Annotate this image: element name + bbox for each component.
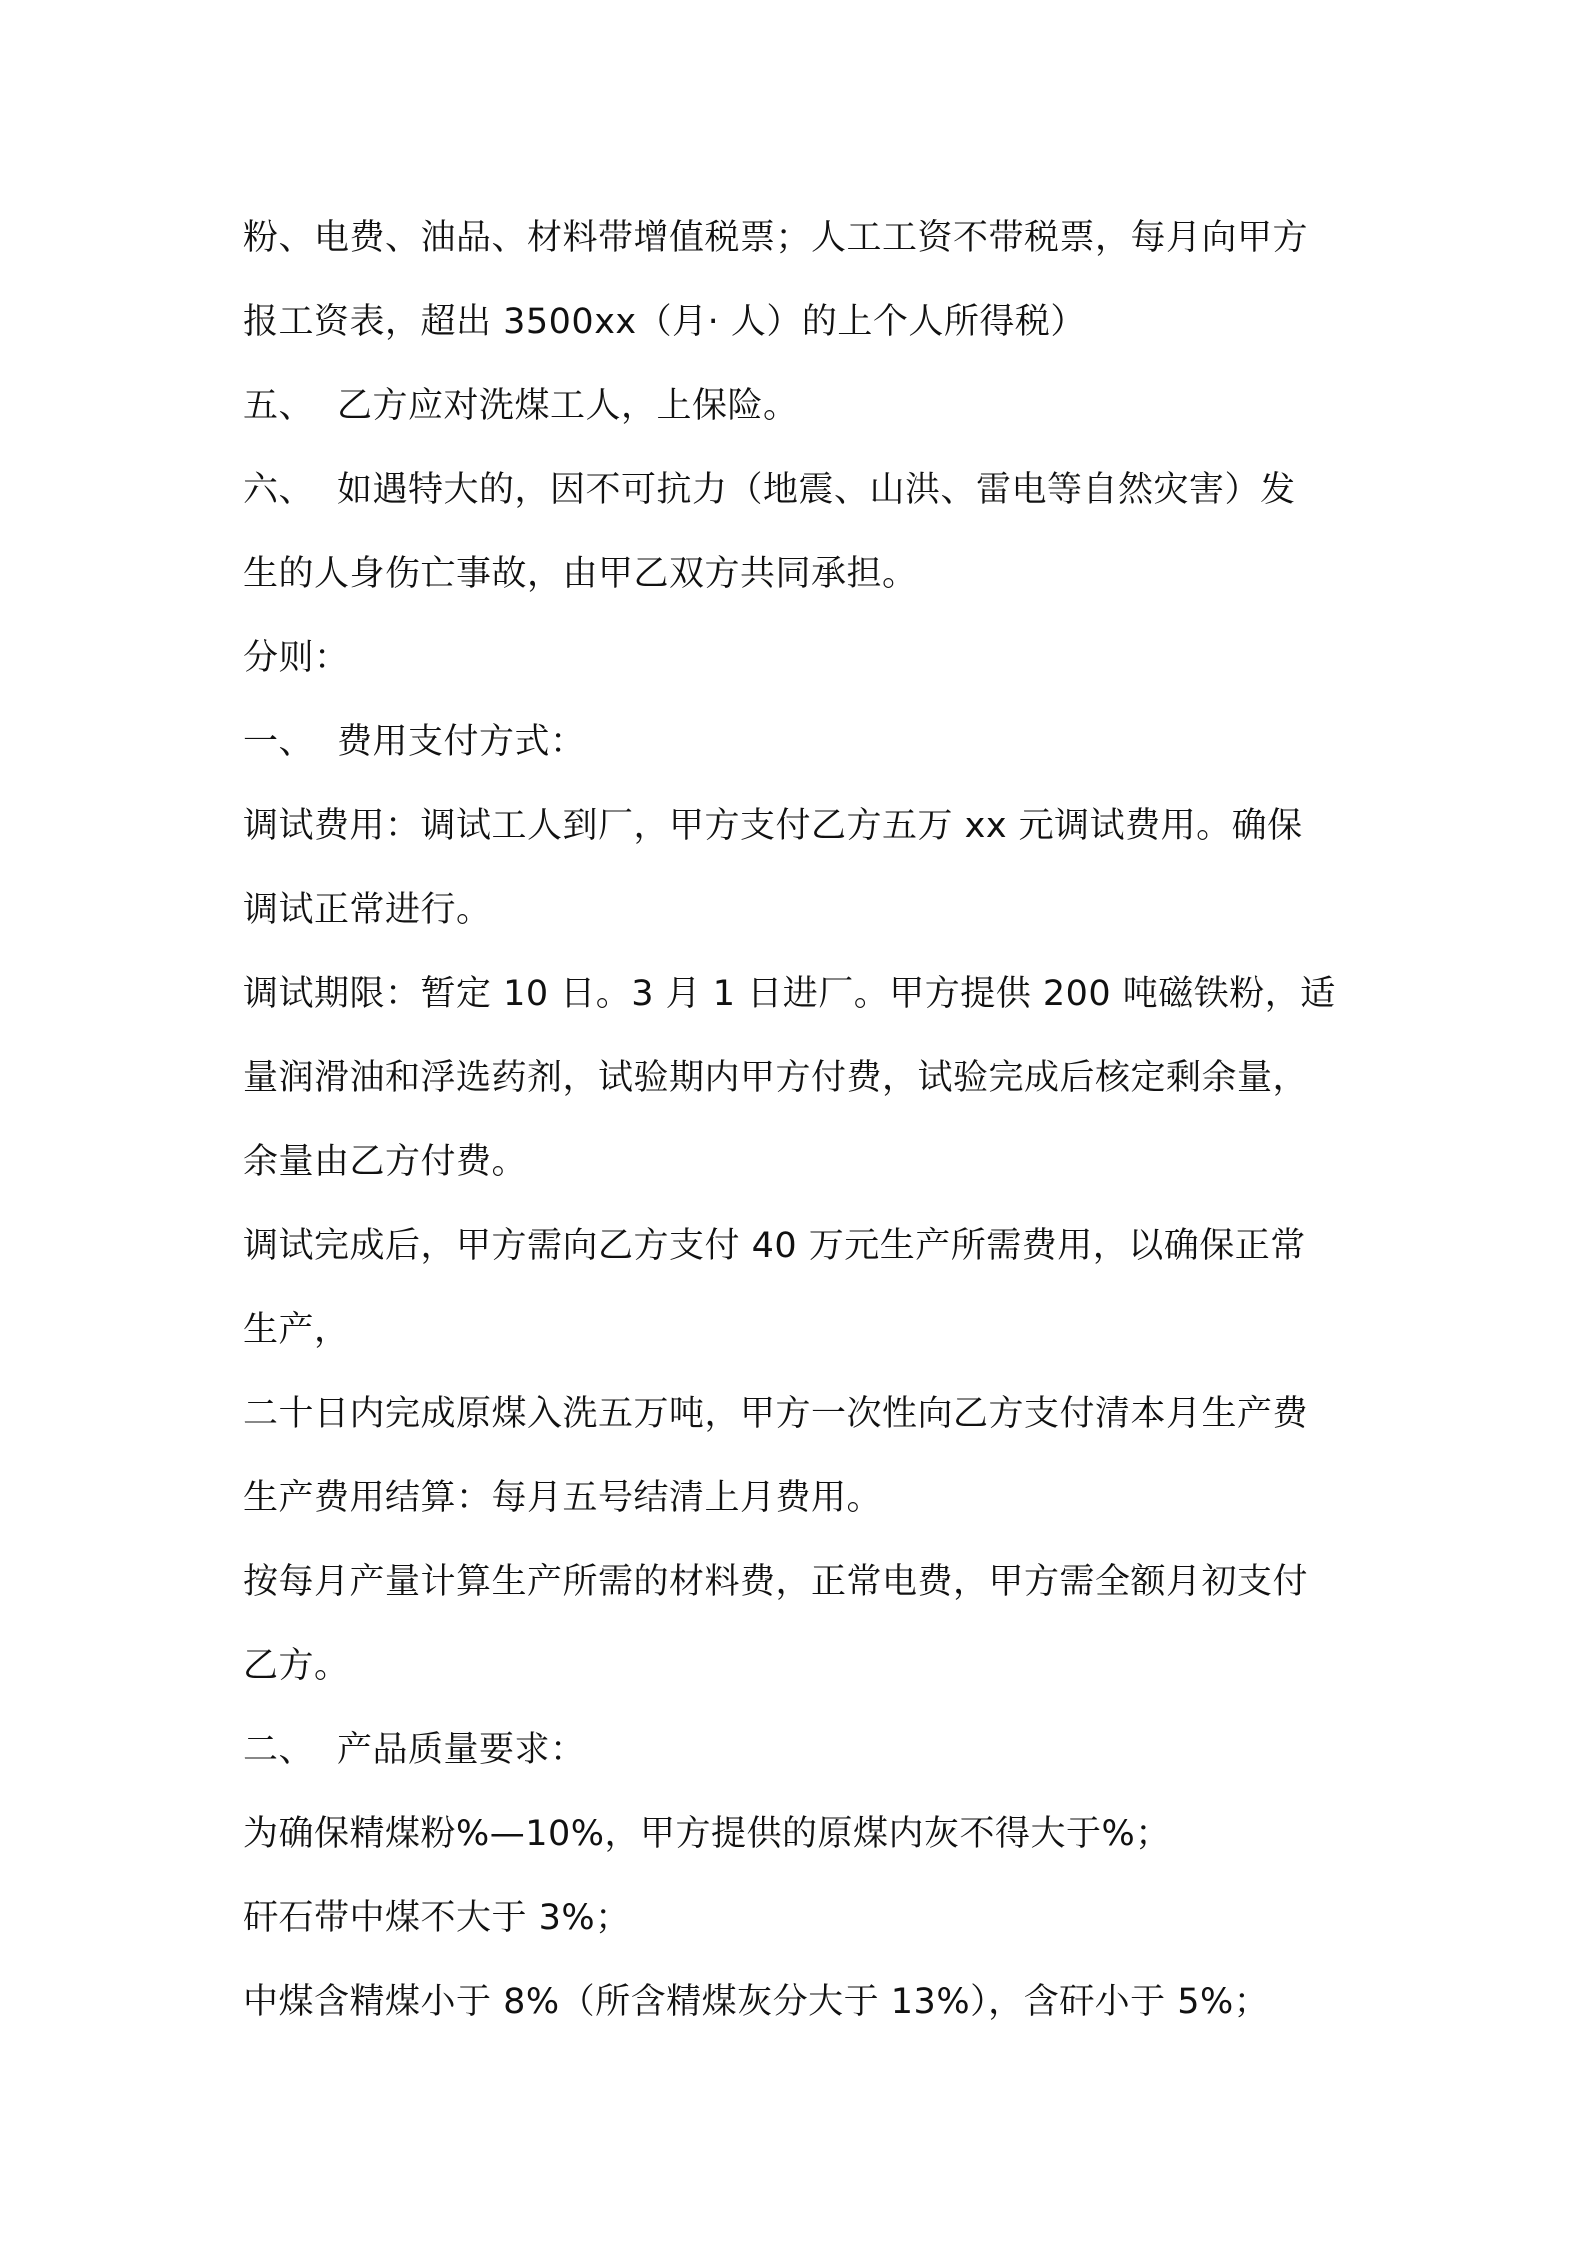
paragraph-line: 生产费用结算：每月五号结清上月费用。 (243, 1478, 883, 1518)
paragraph-line: 矸石带中煤不大于 3%； (243, 1898, 631, 1938)
clause-number: 六、 (243, 470, 315, 510)
clause-text: 费用支付方式： (337, 722, 586, 762)
paragraph-line: 量润滑油和浮选药剂，试验期内甲方付费，试验完成后核定剩余量， (243, 1058, 1309, 1098)
paragraph-line: 余量由乙方付费。 (243, 1142, 528, 1182)
paragraph-line: 调试完成后，甲方需向乙方支付 40 万元生产所需费用，以确保正常 (243, 1226, 1306, 1266)
clause-text: 乙方应对洗煤工人，上保险。 (337, 386, 799, 426)
paragraph-line: 乙方。 (243, 1646, 350, 1686)
document-body (243, 196, 1358, 2044)
numbered-clause-line (243, 1708, 1358, 1792)
paragraph-line: 按每月产量计算生产所需的材料费，正常电费，甲方需全额月初支付 (243, 1562, 1309, 1602)
paragraph-line: 二十日内完成原煤入洗五万吨，甲方一次性向乙方支付清本月生产费 (243, 1394, 1309, 1434)
paragraph-line: 为确保精煤粉%—10%，甲方提供的原煤内灰不得大于%； (243, 1814, 1171, 1854)
paragraph-line: 粉、电费、油品、材料带增值税票；人工工资不带税票，每月向甲方 (243, 218, 1309, 258)
paragraph-line: 调试费用：调试工人到厂，甲方支付乙方五万 xx 元调试费用。确保 (243, 806, 1303, 846)
clause-number: 一、 (243, 722, 315, 762)
numbered-clause-line (243, 448, 1358, 532)
clause-text: 如遇特大的，因不可抗力（地震、山洪、雷电等自然灾害）发 (337, 470, 1296, 510)
clause-number: 五、 (243, 386, 315, 426)
paragraph-line: 调试正常进行。 (243, 890, 492, 930)
clause-text: 产品质量要求： (337, 1730, 586, 1770)
clause-number: 二、 (243, 1730, 315, 1770)
paragraph-line: 调试期限：暂定 10 日。3 月 1 日进厂。甲方提供 200 吨磁铁粉，适 (243, 974, 1336, 1014)
section-heading: 分则： (243, 638, 350, 678)
paragraph-line: 生的人身伤亡事故，由甲乙双方共同承担。 (243, 554, 918, 594)
paragraph-line: 中煤含精煤小于 8%（所含精煤灰分大于 13%），含矸小于 5%； (243, 1982, 1270, 2022)
paragraph-line: 报工资表，超出 3500xx（月· 人）的上个人所得税） (243, 302, 1086, 342)
numbered-clause-line (243, 700, 1358, 784)
numbered-clause-line (243, 364, 1358, 448)
paragraph-line: 生产， (243, 1310, 350, 1350)
